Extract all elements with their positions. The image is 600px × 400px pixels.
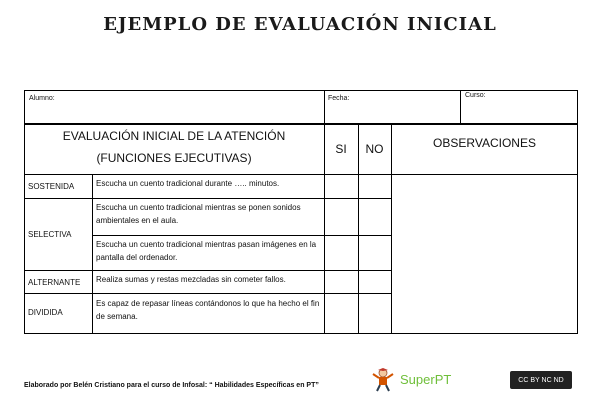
fecha-field[interactable]: Fecha: [328, 95, 350, 102]
table-heading-line2: (FUNCIONES EJECUTIVAS) [96, 151, 252, 165]
student-info-box [24, 90, 578, 124]
divider [460, 90, 461, 124]
brand-logo: SuperPT [400, 372, 452, 387]
curso-field[interactable]: Curso: [465, 92, 486, 99]
alumno-field[interactable]: Alumno: [29, 95, 55, 102]
divider [324, 90, 325, 124]
row-label-sostenida: SOSTENIDA [28, 182, 75, 191]
page-title: EJEMPLO DE EVALUACIÓN INICIAL [103, 14, 497, 35]
divider [92, 235, 391, 236]
divider [391, 124, 392, 334]
row-desc-selectiva-1: Escucha un cuento tradicional mientras se ponen sonidos ambientales en el aula. [96, 203, 301, 225]
row-desc-alternante: Realiza sumas y restas mezcladas sin cometer fallos. [96, 275, 286, 284]
row-desc-selectiva-2: Escucha un cuento tradicional mientras pasan imágenes en la pantalla del ordenador. [96, 240, 317, 262]
column-observaciones: OBSERVACIONES [433, 136, 536, 150]
license-badge: CC BY NC ND [510, 371, 572, 389]
row-desc-sostenida: Escucha un cuento tradicional durante ….. minutos. [96, 179, 280, 188]
row-label-selectiva: SELECTIVA [28, 230, 72, 239]
divider [24, 174, 578, 175]
row-label-alternante: ALTERNANTE [28, 278, 81, 287]
divider [24, 198, 391, 199]
row-desc-dividida: Es capaz de repasar líneas contándonos lo que ha hecho el fin de semana. [96, 299, 320, 321]
row-label-dividida: DIVIDIDA [28, 308, 63, 317]
footer-credit: Elaborado por Belén Cristiano para el curso de Infosal: “ Habilidades Específicas en PT” [24, 382, 319, 389]
mascot-icon [372, 368, 394, 392]
divider [24, 293, 391, 294]
divider [24, 270, 391, 271]
table-heading-line1: EVALUACIÓN INICIAL DE LA ATENCIÓN [62, 129, 286, 143]
column-no: NO [365, 142, 384, 156]
column-si: SI [335, 142, 347, 156]
